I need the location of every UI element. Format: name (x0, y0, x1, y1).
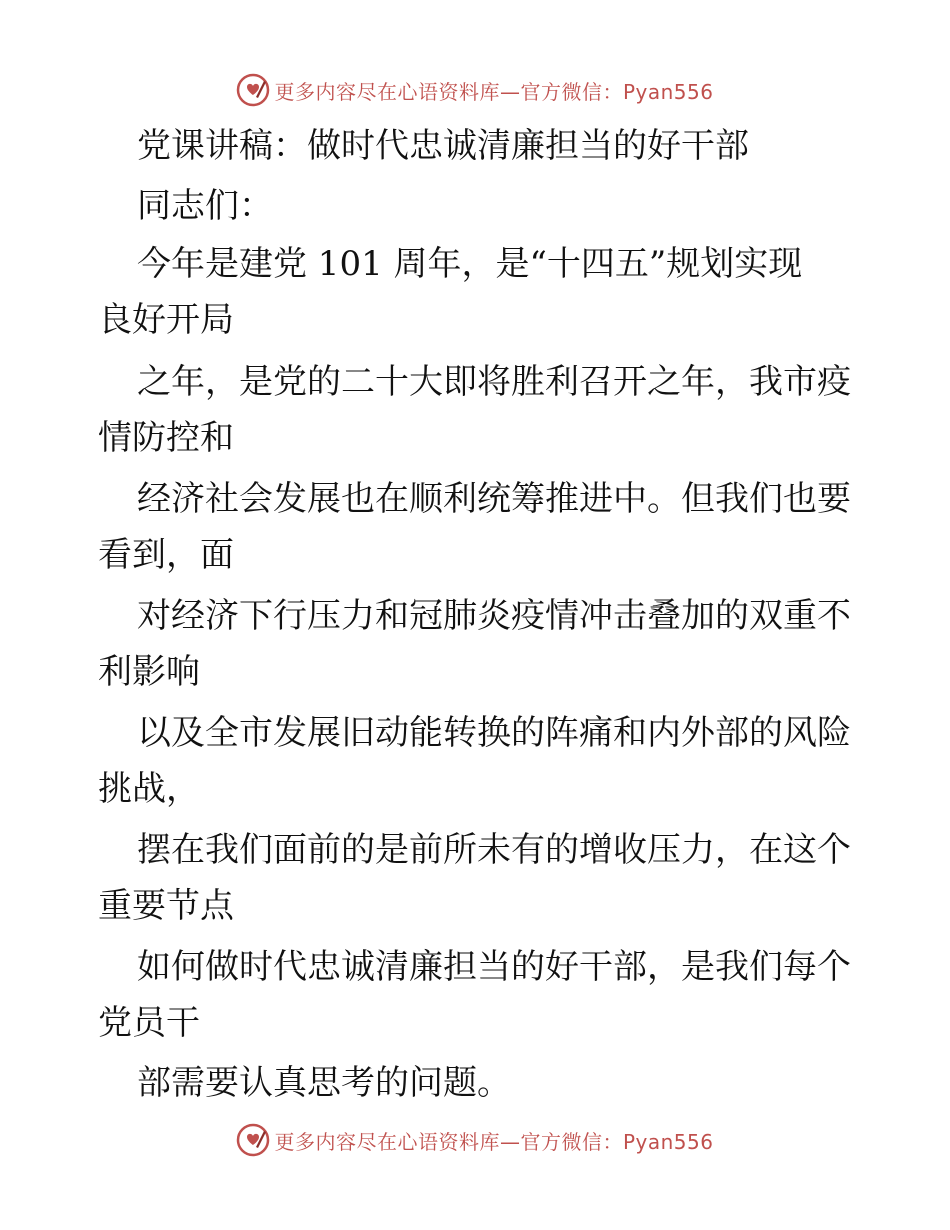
paragraph-line: 摆在我们面前的是前所未有的增收压力，在这个 (137, 830, 851, 870)
paragraph-line: 挑战， (98, 769, 200, 809)
salutation: 同志们： (137, 186, 273, 226)
paragraph-line: 利影响 (98, 652, 200, 692)
footer-banner (0, 1120, 950, 1160)
paragraph-line: 今年是建党 101 周年，是“十四五”规划实现 (137, 244, 803, 284)
paragraph-line: 看到，面 (98, 535, 234, 575)
paragraph-line: 良好开局 (98, 300, 234, 340)
heart-pen-logo-icon (236, 1123, 270, 1157)
paragraph-line: 重要节点 (98, 886, 234, 926)
paragraph-line: 如何做时代忠诚清廉担当的好干部，是我们每个 (137, 947, 851, 987)
header-banner (0, 70, 950, 110)
header-banner-text: 更多内容尽在心语资料库—官方微信：Pyan556 (274, 79, 714, 104)
paragraph-line: 经济社会发展也在顺利统筹推进中。但我们也要 (137, 479, 851, 519)
paragraph-line: 对经济下行压力和冠肺炎疫情冲击叠加的双重不 (137, 596, 851, 636)
heart-pen-logo-icon (236, 73, 270, 107)
paragraph-line: 党员干 (98, 1003, 200, 1043)
paragraph-line: 以及全市发展旧动能转换的阵痛和内外部的风险 (137, 713, 851, 753)
paragraph-line: 之年，是党的二十大即将胜利召开之年，我市疫 (137, 362, 851, 402)
paragraph-line: 情防控和 (98, 418, 234, 458)
document-title: 党课讲稿：做时代忠诚清廉担当的好干部 (137, 126, 749, 166)
footer-banner-text: 更多内容尽在心语资料库—官方微信：Pyan556 (274, 1129, 714, 1154)
paragraph-line: 部需要认真思考的问题。 (137, 1063, 511, 1103)
